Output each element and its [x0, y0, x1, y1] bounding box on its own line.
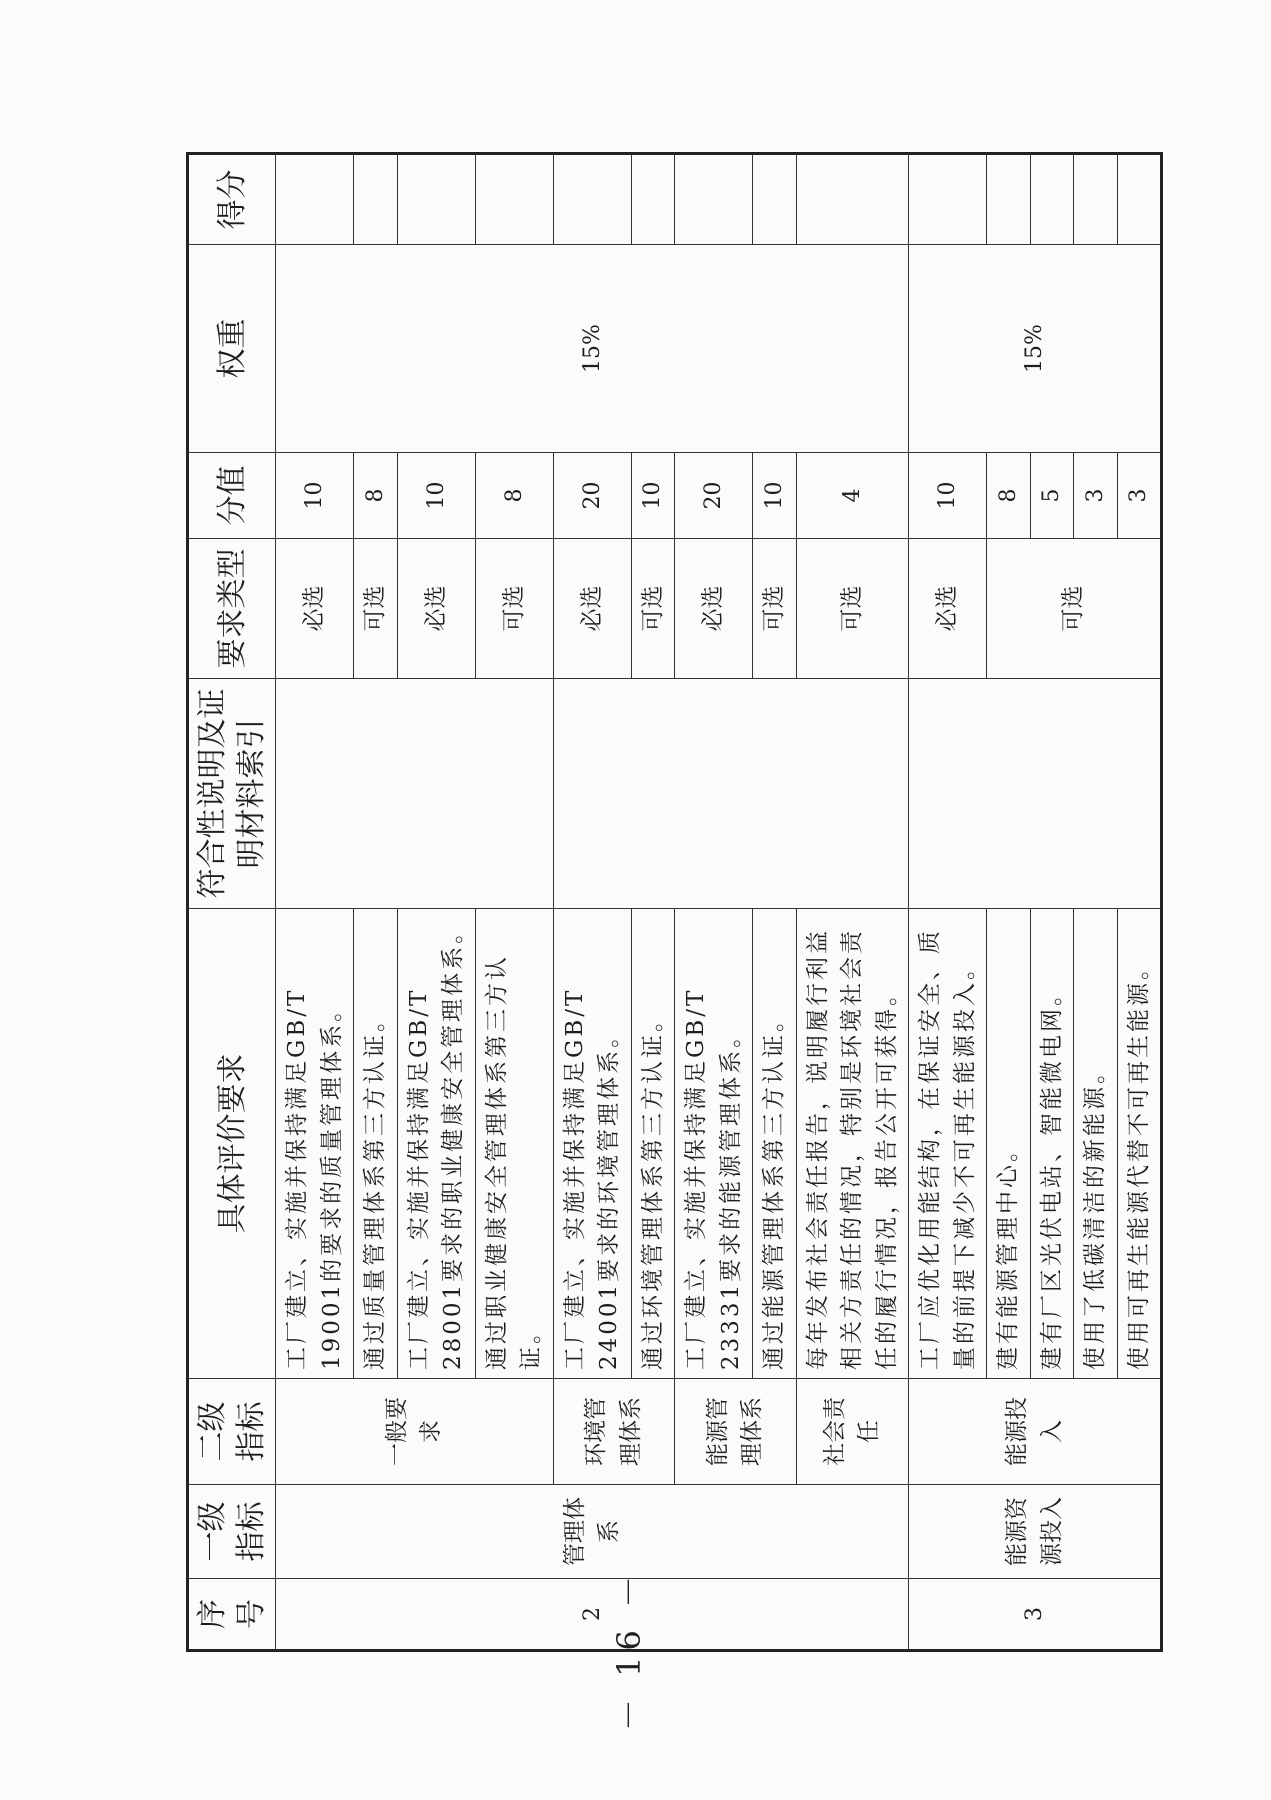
level2-cell: 能源管理体系 — [675, 1379, 797, 1485]
points-cell: 5 — [1030, 453, 1074, 539]
weight-cell: 15% — [909, 245, 1162, 453]
points-cell: 4 — [796, 453, 909, 539]
header-weight: 权重 — [188, 245, 276, 453]
evaluation-table — [186, 152, 1163, 1652]
level2-cell: 能源投入 — [909, 1379, 1162, 1485]
table-row — [909, 154, 987, 1651]
req-type-cell: 可选 — [631, 539, 675, 679]
score-cell — [1117, 154, 1162, 245]
score-cell — [631, 154, 675, 245]
points-cell: 10 — [631, 453, 675, 539]
points-cell: 10 — [397, 453, 475, 539]
score-cell — [354, 154, 398, 245]
req-type-cell: 可选 — [753, 539, 797, 679]
rotated-page-content — [186, 155, 1152, 1652]
points-cell: 3 — [1074, 453, 1118, 539]
score-cell — [553, 154, 631, 245]
evidence-cell — [909, 679, 1162, 909]
table-row — [276, 154, 354, 1651]
requirement-cell: 通过职业健康安全管理体系第三方认证。 — [475, 909, 553, 1379]
requirement-cell: 工厂建立、实施并保持满足GB/T 19001的要求的质量管理体系。 — [276, 909, 354, 1379]
requirement-cell: 通过质量管理体系第三方认证。 — [354, 909, 398, 1379]
points-cell: 10 — [909, 453, 987, 539]
header-level2: 二级指标 — [188, 1379, 276, 1485]
level2-cell: 社会责任 — [796, 1379, 909, 1485]
points-cell: 8 — [475, 453, 553, 539]
header-level1: 一级指标 — [188, 1485, 276, 1579]
page-number: － 16 － — [609, 1569, 648, 1731]
req-type-cell: 必选 — [909, 539, 987, 679]
score-cell — [909, 154, 987, 245]
req-type-cell: 必选 — [553, 539, 631, 679]
header-score: 得分 — [188, 154, 276, 245]
requirement-cell: 每年发布社会责任报告，说明履行利益相关方责任的情况，特别是环境社会责任的履行情况，报告公开可获得。 — [796, 909, 909, 1379]
level2-cell: 一般要求 — [276, 1379, 554, 1485]
req-type-cell: 必选 — [276, 539, 354, 679]
header-points: 分值 — [188, 453, 276, 539]
header-requirement: 具体评价要求 — [188, 909, 276, 1379]
requirement-cell: 使用了低碳清洁的新能源。 — [1074, 909, 1118, 1379]
weight-cell: 15% — [276, 245, 909, 453]
points-cell: 20 — [553, 453, 631, 539]
seq-cell: 2 — [276, 1579, 909, 1651]
requirement-cell: 通过环境管理体系第三方认证。 — [631, 909, 675, 1379]
requirement-cell: 工厂建立、实施并保持满足GB/T 28001要求的职业健康安全管理体系。 — [397, 909, 475, 1379]
header-evidence: 符合性说明及证明材料索引 — [188, 679, 276, 909]
evidence-cell — [553, 679, 909, 909]
score-cell — [1074, 154, 1118, 245]
score-cell — [475, 154, 553, 245]
header-req-type: 要求类型 — [188, 539, 276, 679]
score-cell — [397, 154, 475, 245]
req-type-cell: 必选 — [397, 539, 475, 679]
requirement-cell: 使用可再生能源代替不可再生能源。 — [1117, 909, 1162, 1379]
req-type-cell: 可选 — [475, 539, 553, 679]
seq-cell: 3 — [909, 1579, 1162, 1651]
level1-cell: 管理体系 — [276, 1485, 909, 1579]
points-cell: 10 — [753, 453, 797, 539]
score-cell — [987, 154, 1031, 245]
score-cell — [796, 154, 909, 245]
points-cell: 3 — [1117, 453, 1162, 539]
points-cell: 10 — [276, 453, 354, 539]
points-cell: 8 — [354, 453, 398, 539]
points-cell: 20 — [675, 453, 753, 539]
req-type-cell: 可选 — [354, 539, 398, 679]
req-type-cell: 可选 — [987, 539, 1162, 679]
score-cell — [675, 154, 753, 245]
level2-cell: 环境管理体系 — [553, 1379, 675, 1485]
requirement-cell: 工厂建立、实施并保持满足GB/T 23331要求的能源管理体系。 — [675, 909, 753, 1379]
requirement-cell: 建有厂区光伏电站、智能微电网。 — [1030, 909, 1074, 1379]
req-type-cell: 可选 — [796, 539, 909, 679]
score-cell — [1030, 154, 1074, 245]
score-cell — [753, 154, 797, 245]
requirement-cell: 工厂建立、实施并保持满足GB/T 24001要求的环境管理体系。 — [553, 909, 631, 1379]
header-row — [188, 154, 276, 1651]
header-seq: 序号 — [188, 1579, 276, 1651]
points-cell: 8 — [987, 453, 1031, 539]
requirement-cell: 工厂应优化用能结构，在保证安全、质量的前提下减少不可再生能源投入。 — [909, 909, 987, 1379]
evidence-cell — [276, 679, 554, 909]
requirement-cell: 通过能源管理体系第三方认证。 — [753, 909, 797, 1379]
score-cell — [276, 154, 354, 245]
level1-cell: 能源资源投入 — [909, 1485, 1162, 1579]
req-type-cell: 必选 — [675, 539, 753, 679]
requirement-cell: 建有能源管理中心。 — [987, 909, 1031, 1379]
